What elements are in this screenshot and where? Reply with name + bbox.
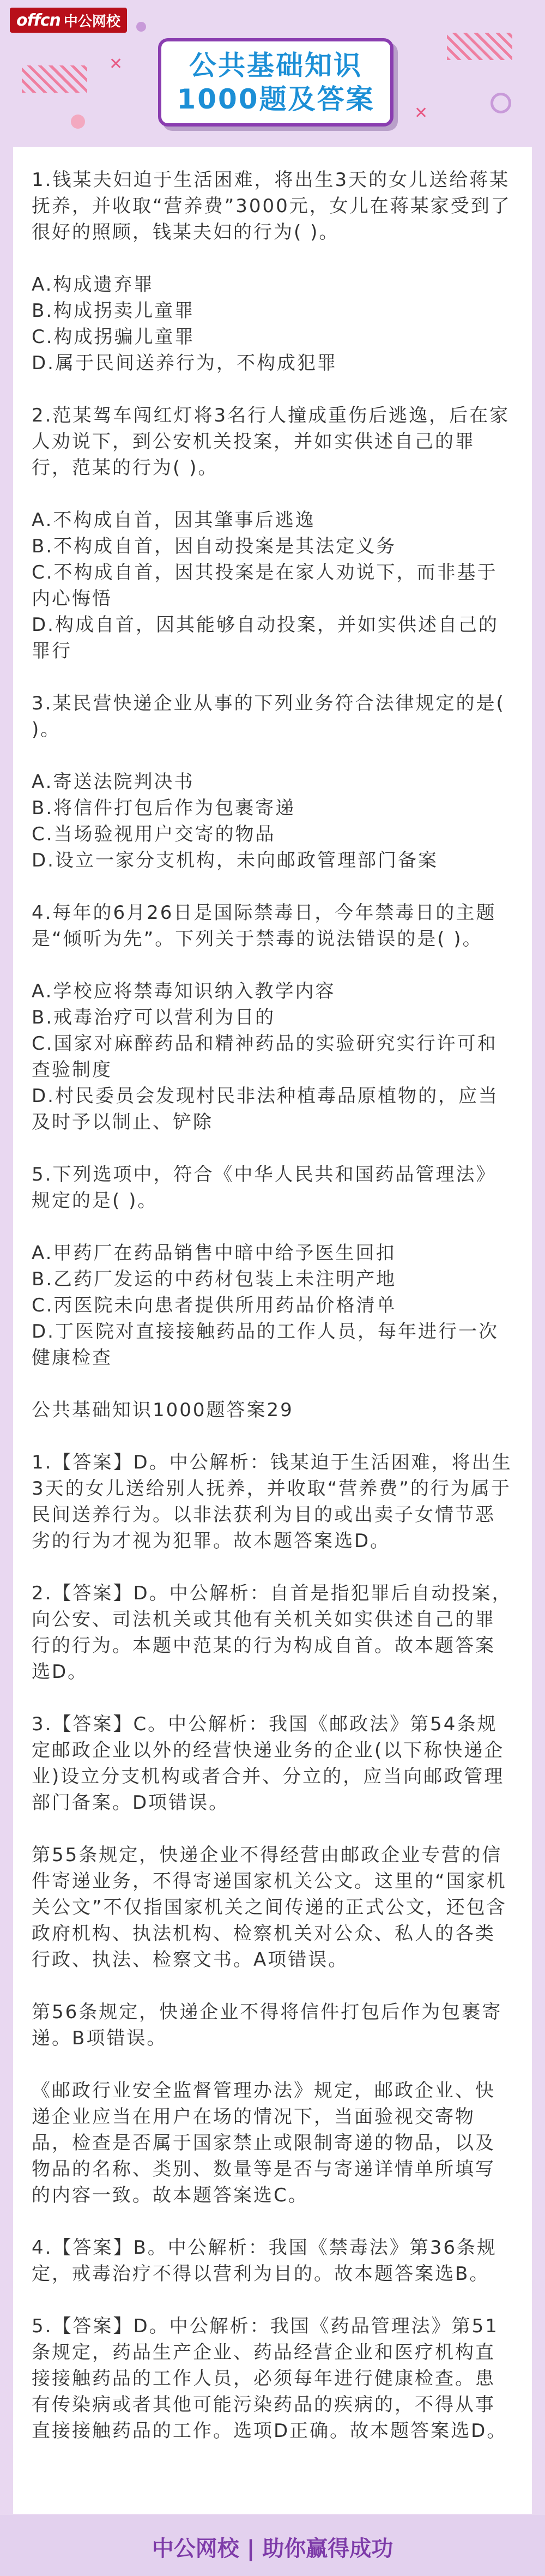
option: C.丙医院未向患者提供所用药品价格清单 [32, 1295, 397, 1316]
option: B.不构成自首，因自动投案是其法定义务 [32, 535, 397, 557]
footer [0, 2515, 545, 2576]
answer-3-paragraph: 第56条规定，快递企业不得将信件打包后作为包裹寄递。B项错误。 [32, 2001, 502, 2049]
logo-mark: offcn [16, 10, 60, 30]
question-2: 2.范某驾车闯红灯将3名行人撞成重伤后逃逸，后在家人劝说下，到公安机关投案，并如实供述自己的罪行，范某的行为( )。 [32, 405, 510, 479]
option: A.甲药厂在药品销售中暗中给予医生回扣 [32, 1242, 396, 1264]
option: C.构成拐骗儿童罪 [32, 326, 195, 348]
question-5: 5.下列选项中，符合《中华人民共和国药品管理法》规定的是( )。 [32, 1164, 496, 1212]
option: C.国家对麻醉药品和精神药品的实验研究实行许可和查验制度 [32, 1033, 498, 1081]
option: D.村民委员会发现村民非法种植毒品原植物的，应当及时予以制止、铲除 [32, 1085, 499, 1133]
option: D.丁医院对直接接触药品的工作人员，每年进行一次健康检查 [32, 1321, 499, 1369]
logo-brand-name: 中公网校 [63, 13, 120, 30]
option: A.学校应将禁毒知识纳入教学内容 [32, 980, 336, 1002]
answer-3: 3.【答案】C。中公解析：我国《邮政法》第54条规定邮政企业以外的经营快递业务的企业(以下称快递企业)设立分支机构或者合并、分立的，应当向邮政管理部门备案。D项错误。 [32, 1713, 505, 1814]
decorative-cross: ✕ [109, 55, 123, 74]
option: A.不构成自首，因其肇事后逃逸 [32, 509, 316, 531]
option: C.当场验视用户交寄的物品 [32, 823, 276, 845]
option: A.寄送法院判决书 [32, 771, 195, 793]
title-line-1: 公共基础知识 [189, 50, 362, 81]
option: D.属于民间送养行为，不构成犯罪 [32, 352, 337, 374]
option: B.戒毒治疗可以营利为目的 [32, 1007, 276, 1028]
decorative-dot [136, 22, 146, 32]
answer-4: 4.【答案】B。中公解析：我国《禁毒法》第36条规定，戒毒治疗不得以营利为目的。故本题答案选B。 [32, 2237, 498, 2285]
footer-slogan: 中公网校 | 助你赢得成功 [152, 2536, 393, 2561]
brand-logo[interactable] [10, 8, 127, 33]
option: B.将信件打包后作为包裹寄递 [32, 797, 296, 819]
answers-heading: 公共基础知识1000题答案29 [32, 1399, 294, 1421]
title-line-2: 1000题及答案 [177, 83, 375, 115]
option: D.构成自首，因其能够自动投案，并如实供述自己的罪行 [32, 614, 499, 662]
answer-1: 1.【答案】D。中公解析：钱某迫于生活困难，将出生3天的女儿送给别人抚养，并收取“营养费”的行为属于民间送养行为。以非法获利为目的或出卖子女情节恶劣的行为才视为犯罪。故本题答案选D。 [32, 1452, 512, 1552]
decorative-stripes [22, 65, 87, 93]
answer-3-paragraph: 《邮政行业安全监督管理办法》规定，邮政企业、快递企业应当在用户在场的情况下，当面验视交寄物品，检查是否属于国家禁止或限制寄递的物品，以及物品的名称、类别、数量等是否与寄递详情单所填写的内容一致。故本题答案选C。 [32, 2080, 495, 2206]
title-banner [158, 38, 393, 127]
content-card [13, 147, 532, 2514]
option: A.构成遗弃罪 [32, 274, 154, 296]
header [0, 0, 545, 158]
question-3: 3.某民营快递企业从事的下列业务符合法律规定的是( )。 [32, 693, 505, 741]
option: B.乙药厂发运的中药材包装上未注明产地 [32, 1268, 397, 1290]
decorative-cross: ✕ [414, 104, 428, 123]
decorative-dot [71, 115, 85, 129]
decorative-dot [491, 93, 511, 113]
answer-5: 5.【答案】D。中公解析：我国《药品管理法》第51条规定，药品生产企业、药品经营企业和医疗机构直接接触药品的工作人员，必须每年进行健康检查。患有传染病或者其他可能污染药品的疾病的，不得从事直接接触药品的工作。选项D正确。故本题答案选D。 [32, 2315, 507, 2442]
question-1: 1.钱某夫妇迫于生活困难，将出生3天的女儿送给蒋某抚养，并收取“营养费”3000元，女儿在蒋某家受到了很好的照顾，钱某夫妇的行为( )。 [32, 169, 511, 243]
option: D.设立一家分支机构，未向邮政管理部门备案 [32, 850, 438, 871]
answer-2: 2.【答案】D。中公解析：自首是指犯罪后自动投案，向公安、司法机关或其他有关机关如实供述自己的罪行的行为。本题中范某的行为构成自首。故本题答案选D。 [32, 1582, 512, 1683]
option: B.构成拐卖儿童罪 [32, 300, 195, 322]
decorative-stripes [447, 33, 512, 60]
option: C.不构成自首，因其投案是在家人劝说下，而非基于内心悔悟 [32, 562, 498, 610]
question-4: 4.每年的6月26日是国际禁毒日，今年禁毒日的主题是“倾听为先”。下列关于禁毒的说法错误的是( )。 [32, 902, 496, 950]
answer-3-paragraph: 第55条规定，快递企业不得经营由邮政企业专营的信件寄递业务，不得寄递国家机关公文。这里的“国家机关公文”不仅指国家机关之间传递的正式公文，还包含政府机构、执法机构、检察机关对公众、私人的各类行政、执法、检察文书。A项错误。 [32, 1844, 507, 1971]
